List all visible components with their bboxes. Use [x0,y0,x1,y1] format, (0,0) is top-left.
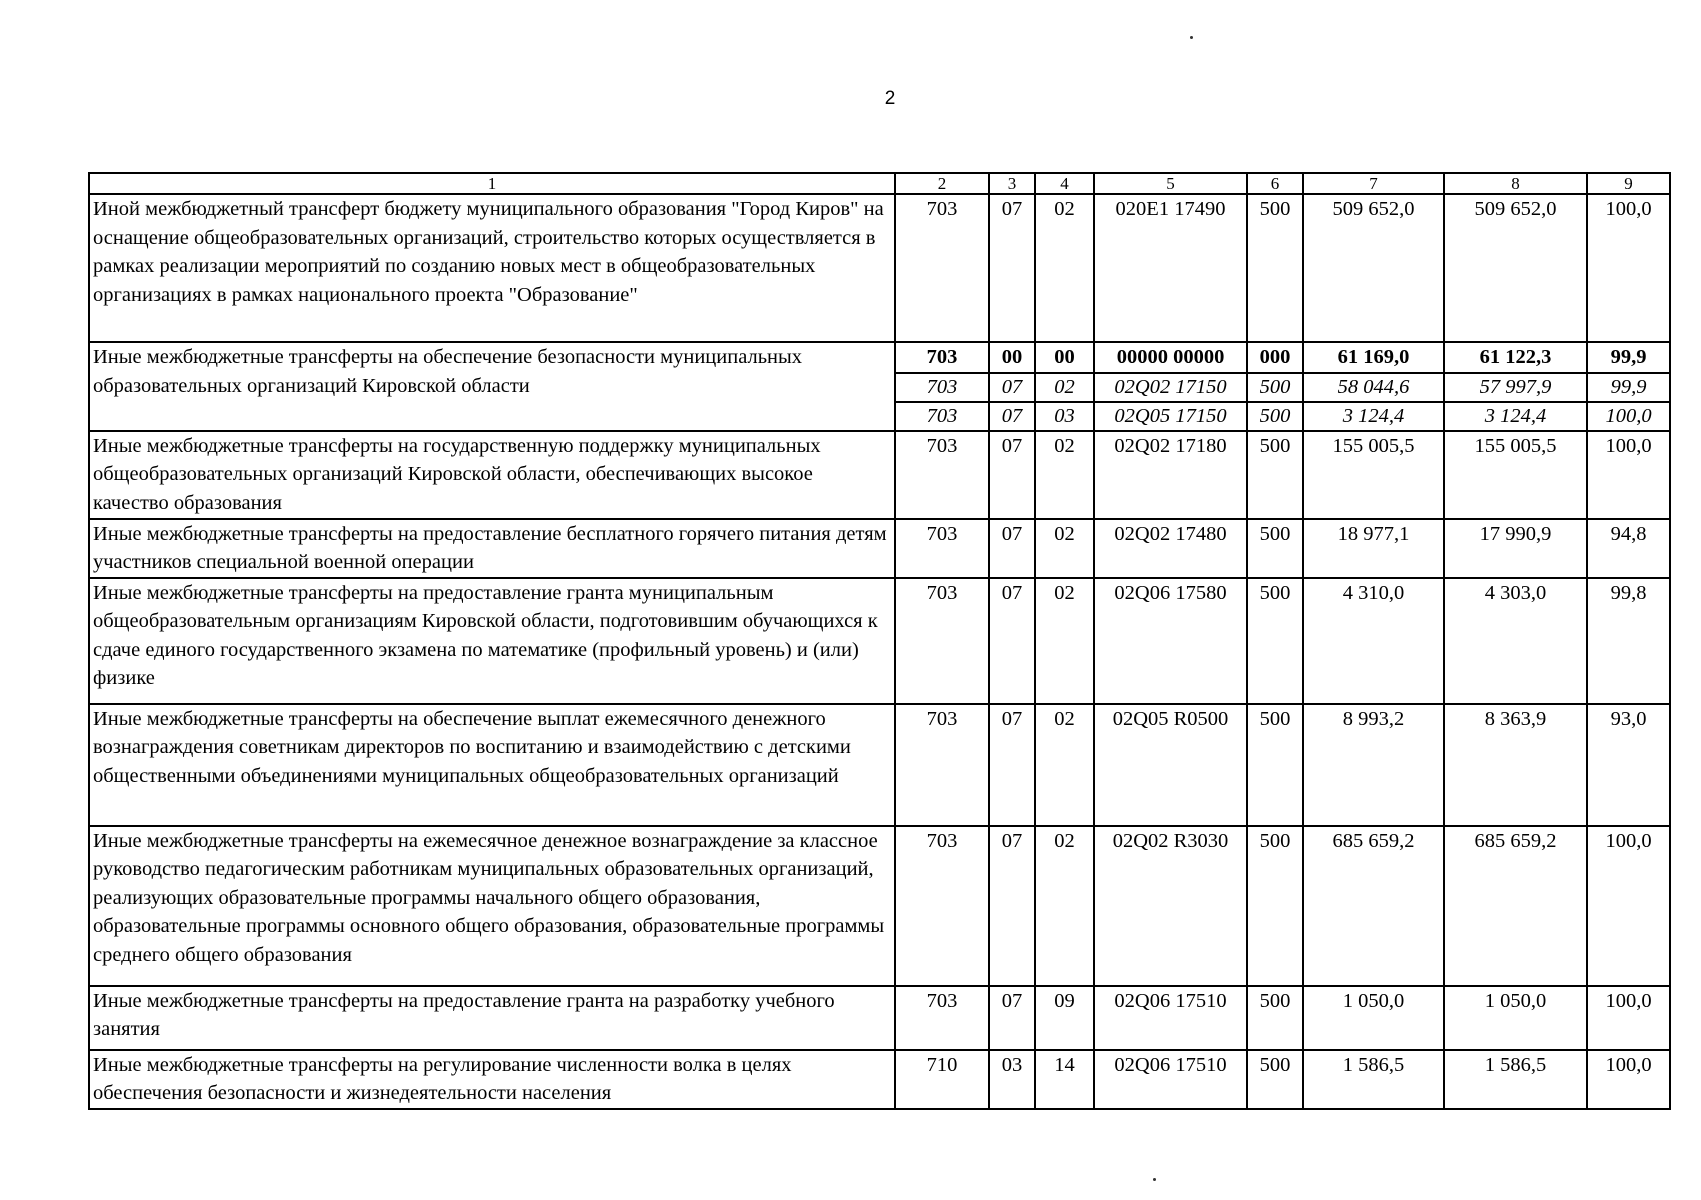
cell-value: 3 124,4 [1444,402,1587,431]
cell-value: 07 [989,704,1035,826]
cell-value: 02Q02 17180 [1094,431,1247,519]
cell-value: 94,8 [1587,519,1670,578]
row-description: Иные межбюджетные трансферты на предоставление гранта муниципальным общеобразовательным организациям Кировской области, подготовившим обучающихся к сдаче единого государственного экзамена по математике (профильный уровень) и (или) физике [89,578,895,704]
cell-value: 100,0 [1587,431,1670,519]
header-cell: 7 [1303,173,1444,194]
cell-value: 155 005,5 [1444,431,1587,519]
cell-value: 509 652,0 [1303,194,1444,342]
row-description: Иной межбюджетный трансферт бюджету муниципального образования "Город Киров" на оснащение общеобразовательных организаций, строительство которых осуществляется в рамках реализации мероприятий по созданию новых мест в общеобразовательных организациях в рамках национального проекта "Образование" [89,194,895,342]
cell-value: 09 [1035,986,1094,1050]
cell-value: 02Q06 17510 [1094,1050,1247,1109]
cell-value: 500 [1247,373,1303,402]
cell-value: 500 [1247,1050,1303,1109]
cell-value: 703 [895,986,989,1050]
cell-value: 00000 00000 [1094,342,1247,373]
cell-value: 703 [895,402,989,431]
table-row [89,826,1670,986]
cell-value: 1 586,5 [1303,1050,1444,1109]
cell-value: 02Q02 17480 [1094,519,1247,578]
cell-value: 07 [989,194,1035,342]
cell-value: 17 990,9 [1444,519,1587,578]
page-number: 2 [884,88,896,109]
cell-value: 100,0 [1587,194,1670,342]
cell-value: 07 [989,826,1035,986]
cell-value: 07 [989,519,1035,578]
cell-value: 703 [895,431,989,519]
row-description: Иные межбюджетные трансферты на регулирование численности волка в целях обеспечения безопасности и жизнедеятельности населения [89,1050,895,1109]
cell-value: 509 652,0 [1444,194,1587,342]
cell-value: 500 [1247,578,1303,704]
cell-value: 99,9 [1587,373,1670,402]
cell-value: 61 169,0 [1303,342,1444,373]
cell-value: 4 303,0 [1444,578,1587,704]
cell-value: 500 [1247,826,1303,986]
cell-value: 61 122,3 [1444,342,1587,373]
cell-value: 703 [895,194,989,342]
cell-value: 02 [1035,373,1094,402]
header-cell: 4 [1035,173,1094,194]
header-cell: 5 [1094,173,1247,194]
cell-value: 710 [895,1050,989,1109]
cell-value: 58 044,6 [1303,373,1444,402]
cell-value: 99,9 [1587,342,1670,373]
cell-value: 03 [1035,402,1094,431]
cell-value: 3 124,4 [1303,402,1444,431]
header-cell: 3 [989,173,1035,194]
cell-value: 8 993,2 [1303,704,1444,826]
row-description: Иные межбюджетные трансферты на государственную поддержку муниципальных общеобразовательных организаций Кировской области, обеспечивающих высокое качество образования [89,431,895,519]
row-description: Иные межбюджетные трансферты на ежемесячное денежное вознаграждение за классное руководство педагогическим работникам муниципальных образовательных организаций, реализующих образовательные программы начального общего образования, образовательные программы основного общего образования, образовательные программы среднего общего образования [89,826,895,986]
cell-value: 02 [1035,431,1094,519]
cell-value: 03 [989,1050,1035,1109]
header-cell: 8 [1444,173,1587,194]
table-row [89,578,1670,704]
cell-value: 4 310,0 [1303,578,1444,704]
cell-value: 703 [895,826,989,986]
cell-value: 02 [1035,826,1094,986]
table-row [89,431,1670,519]
cell-value: 14 [1035,1050,1094,1109]
cell-value: 685 659,2 [1444,826,1587,986]
table-row [89,986,1670,1050]
cell-value: 02Q05 R0500 [1094,704,1247,826]
cell-value: 703 [895,373,989,402]
cell-value: 703 [895,578,989,704]
cell-value: 02Q05 17150 [1094,402,1247,431]
cell-value: 500 [1247,194,1303,342]
table-row [89,1050,1670,1109]
cell-value: 100,0 [1587,402,1670,431]
cell-value: 02Q06 17580 [1094,578,1247,704]
cell-value: 07 [989,402,1035,431]
row-description: Иные межбюджетные трансферты на предоставление гранта на разработку учебного занятия [89,986,895,1050]
cell-value: 000 [1247,342,1303,373]
cell-value: 1 050,0 [1303,986,1444,1050]
cell-value: 57 997,9 [1444,373,1587,402]
cell-value: 02 [1035,704,1094,826]
header-cell: 9 [1587,173,1670,194]
cell-value: 02 [1035,519,1094,578]
table-row [89,704,1670,826]
cell-value: 07 [989,431,1035,519]
cell-value: 100,0 [1587,826,1670,986]
cell-value: 8 363,9 [1444,704,1587,826]
cell-value: 02Q02 R3030 [1094,826,1247,986]
cell-value: 02Q02 17150 [1094,373,1247,402]
table-row [89,194,1670,342]
scan-speck [1153,1178,1156,1181]
cell-value: 00 [1035,342,1094,373]
header-cell: 1 [89,173,895,194]
cell-value: 02 [1035,578,1094,704]
cell-value: 500 [1247,704,1303,826]
cell-value: 18 977,1 [1303,519,1444,578]
cell-value: 1 050,0 [1444,986,1587,1050]
cell-value: 500 [1247,431,1303,519]
cell-value: 07 [989,373,1035,402]
cell-value: 100,0 [1587,986,1670,1050]
cell-value: 703 [895,704,989,826]
row-description: Иные межбюджетные трансферты на обеспечение безопасности муниципальных образовательных организаций Кировской области [89,342,895,431]
cell-value: 07 [989,578,1035,704]
cell-value: 99,8 [1587,578,1670,704]
cell-value: 500 [1247,402,1303,431]
cell-value: 02 [1035,194,1094,342]
cell-value: 155 005,5 [1303,431,1444,519]
header-row [89,173,1670,194]
cell-value: 500 [1247,519,1303,578]
table-row [89,519,1670,578]
scan-speck [1190,36,1193,39]
table-row-total [89,342,1670,373]
cell-value: 020E1 17490 [1094,194,1247,342]
cell-value: 07 [989,986,1035,1050]
cell-value: 703 [895,342,989,373]
row-description: Иные межбюджетные трансферты на предоставление бесплатного горячего питания детям участников специальной военной операции [89,519,895,578]
cell-value: 93,0 [1587,704,1670,826]
cell-value: 02Q06 17510 [1094,986,1247,1050]
header-cell: 6 [1247,173,1303,194]
cell-value: 703 [895,519,989,578]
row-description: Иные межбюджетные трансферты на обеспечение выплат ежемесячного денежного вознаграждения советникам директоров по воспитанию и взаимодействию с детскими общественными объединениями муниципальных общеобразовательных организаций [89,704,895,826]
budget-table [88,172,1671,1110]
cell-value: 1 586,5 [1444,1050,1587,1109]
cell-value: 100,0 [1587,1050,1670,1109]
header-cell: 2 [895,173,989,194]
cell-value: 500 [1247,986,1303,1050]
cell-value: 685 659,2 [1303,826,1444,986]
cell-value: 00 [989,342,1035,373]
